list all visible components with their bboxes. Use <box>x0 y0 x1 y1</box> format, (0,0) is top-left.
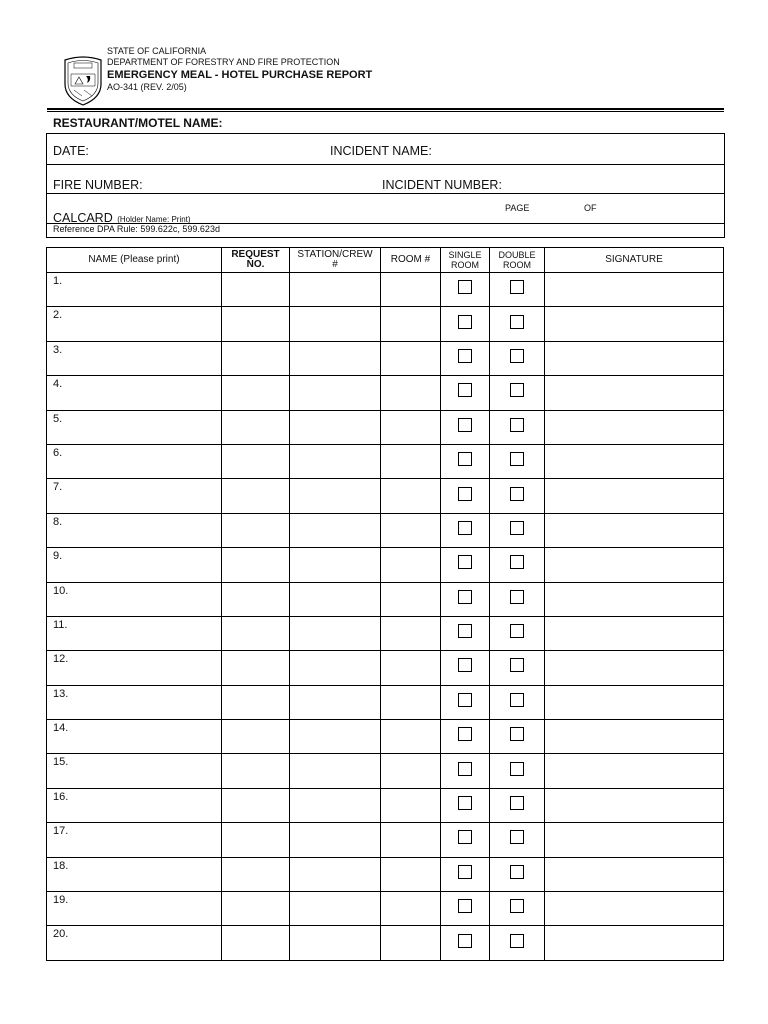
double-room-checkbox[interactable] <box>490 788 545 822</box>
col-request-no <box>222 248 290 273</box>
request-no-cell[interactable] <box>222 926 290 960</box>
station-crew-cell[interactable] <box>290 926 381 960</box>
col-request-line1: REQUEST <box>231 249 280 260</box>
checkbox[interactable] <box>458 521 472 535</box>
station-crew-cell[interactable] <box>290 892 381 926</box>
station-crew-cell[interactable] <box>290 788 381 822</box>
cal-fire-seal-icon <box>62 54 104 106</box>
signature-cell[interactable] <box>545 273 724 307</box>
single-room-checkbox[interactable] <box>441 548 490 582</box>
signature-cell[interactable] <box>545 582 724 616</box>
checkbox[interactable] <box>458 383 472 397</box>
restaurant-name-label: RESTAURANT/MOTEL NAME: <box>53 116 223 130</box>
name-cell[interactable]: 8. <box>47 513 222 547</box>
guest-table <box>46 247 724 961</box>
checkbox[interactable] <box>510 383 524 397</box>
station-crew-cell[interactable] <box>290 513 381 547</box>
calcard-label: CALCARD <box>53 211 113 225</box>
double-room-checkbox[interactable] <box>490 754 545 788</box>
checkbox[interactable] <box>458 315 472 329</box>
checkbox[interactable] <box>510 727 524 741</box>
single-room-checkbox[interactable] <box>441 273 490 307</box>
room-cell[interactable] <box>381 410 441 444</box>
table-header-row <box>47 248 724 273</box>
table-row <box>47 376 724 410</box>
request-no-cell[interactable] <box>222 513 290 547</box>
checkbox[interactable] <box>458 899 472 913</box>
room-cell[interactable] <box>381 307 441 341</box>
table-row <box>47 410 724 444</box>
name-cell[interactable]: 12. <box>47 651 222 685</box>
name-cell[interactable]: 18. <box>47 857 222 891</box>
checkbox[interactable] <box>510 280 524 294</box>
table-row <box>47 754 724 788</box>
room-cell[interactable] <box>381 892 441 926</box>
checkbox[interactable] <box>510 693 524 707</box>
checkbox[interactable] <box>510 865 524 879</box>
table-row <box>47 823 724 857</box>
checkbox[interactable] <box>510 418 524 432</box>
divider <box>47 164 724 165</box>
name-cell[interactable]: 13. <box>47 685 222 719</box>
signature-cell[interactable] <box>545 651 724 685</box>
table-row <box>47 857 724 891</box>
single-room-checkbox[interactable] <box>441 788 490 822</box>
name-cell[interactable]: 19. <box>47 892 222 926</box>
checkbox[interactable] <box>510 658 524 672</box>
request-no-cell[interactable] <box>222 892 290 926</box>
reference-rule: Reference DPA Rule: 599.622c, 599.623d <box>53 224 220 234</box>
station-crew-cell[interactable] <box>290 823 381 857</box>
room-cell[interactable] <box>381 788 441 822</box>
room-cell[interactable] <box>381 444 441 478</box>
fire-number-label: FIRE NUMBER: <box>53 178 143 192</box>
table-row <box>47 548 724 582</box>
name-cell[interactable]: 4. <box>47 376 222 410</box>
room-cell[interactable] <box>381 273 441 307</box>
col-double-line1: DOUBLE <box>498 250 536 260</box>
double-room-checkbox[interactable] <box>490 513 545 547</box>
double-room-checkbox[interactable] <box>490 720 545 754</box>
double-room-checkbox[interactable] <box>490 926 545 960</box>
table-row <box>47 788 724 822</box>
signature-cell[interactable] <box>545 444 724 478</box>
request-no-cell[interactable] <box>222 444 290 478</box>
room-cell[interactable] <box>381 823 441 857</box>
date-label: DATE: <box>53 144 89 158</box>
station-crew-cell[interactable] <box>290 307 381 341</box>
double-room-checkbox[interactable] <box>490 582 545 616</box>
station-crew-cell[interactable] <box>290 273 381 307</box>
double-room-checkbox[interactable] <box>490 273 545 307</box>
checkbox[interactable] <box>458 349 472 363</box>
single-room-checkbox[interactable] <box>441 616 490 650</box>
table-row <box>47 513 724 547</box>
station-crew-cell[interactable] <box>290 685 381 719</box>
checkbox[interactable] <box>510 590 524 604</box>
checkbox[interactable] <box>458 693 472 707</box>
table-row <box>47 892 724 926</box>
signature-cell[interactable] <box>545 857 724 891</box>
signature-cell[interactable] <box>545 823 724 857</box>
checkbox[interactable] <box>458 452 472 466</box>
incident-name-label: INCIDENT NAME: <box>330 144 432 158</box>
checkbox[interactable] <box>458 865 472 879</box>
table-row <box>47 307 724 341</box>
col-station-line2: # <box>332 259 338 270</box>
name-cell[interactable]: 15. <box>47 754 222 788</box>
station-crew-cell[interactable] <box>290 720 381 754</box>
request-no-cell[interactable] <box>222 582 290 616</box>
station-crew-cell[interactable] <box>290 548 381 582</box>
checkbox[interactable] <box>510 349 524 363</box>
room-cell[interactable] <box>381 720 441 754</box>
checkbox[interactable] <box>510 487 524 501</box>
room-cell[interactable] <box>381 616 441 650</box>
checkbox[interactable] <box>510 521 524 535</box>
station-crew-cell[interactable] <box>290 616 381 650</box>
room-cell[interactable] <box>381 513 441 547</box>
name-cell[interactable]: 7. <box>47 479 222 513</box>
single-room-checkbox[interactable] <box>441 479 490 513</box>
request-no-cell[interactable] <box>222 685 290 719</box>
room-cell[interactable] <box>381 479 441 513</box>
form-header <box>107 46 372 93</box>
signature-cell[interactable] <box>545 616 724 650</box>
table-row <box>47 444 724 478</box>
checkbox[interactable] <box>510 452 524 466</box>
single-room-checkbox[interactable] <box>441 307 490 341</box>
checkbox[interactable] <box>458 796 472 810</box>
name-cell[interactable]: 5. <box>47 410 222 444</box>
station-crew-cell[interactable] <box>290 444 381 478</box>
checkbox[interactable] <box>458 418 472 432</box>
single-room-checkbox[interactable] <box>441 892 490 926</box>
signature-cell[interactable] <box>545 548 724 582</box>
station-crew-cell[interactable] <box>290 376 381 410</box>
form-number: AO-341 (REV. 2/05) <box>107 82 187 92</box>
signature-cell[interactable] <box>545 376 724 410</box>
name-cell[interactable]: 3. <box>47 341 222 375</box>
col-room: ROOM # <box>381 248 441 273</box>
request-no-cell[interactable] <box>222 548 290 582</box>
single-room-checkbox[interactable] <box>441 720 490 754</box>
table-row <box>47 926 724 960</box>
station-crew-cell[interactable] <box>290 857 381 891</box>
double-room-checkbox[interactable] <box>490 651 545 685</box>
double-room-checkbox[interactable] <box>490 410 545 444</box>
header-rule-thick <box>47 108 724 110</box>
checkbox[interactable] <box>458 658 472 672</box>
page-label: PAGE <box>505 203 530 213</box>
double-room-checkbox[interactable] <box>490 376 545 410</box>
col-name: NAME (Please print) <box>47 248 222 273</box>
col-double-room <box>490 248 545 273</box>
name-cell[interactable]: 9. <box>47 548 222 582</box>
room-cell[interactable] <box>381 926 441 960</box>
col-station-crew <box>290 248 381 273</box>
name-cell[interactable]: 14. <box>47 720 222 754</box>
double-room-checkbox[interactable] <box>490 892 545 926</box>
signature-cell[interactable] <box>545 788 724 822</box>
signature-cell[interactable] <box>545 479 724 513</box>
request-no-cell[interactable] <box>222 479 290 513</box>
col-single-room <box>441 248 490 273</box>
checkbox[interactable] <box>458 487 472 501</box>
checkbox[interactable] <box>510 934 524 948</box>
double-room-checkbox[interactable] <box>490 857 545 891</box>
room-cell[interactable] <box>381 548 441 582</box>
room-cell[interactable] <box>381 582 441 616</box>
single-room-checkbox[interactable] <box>441 754 490 788</box>
table-row <box>47 479 724 513</box>
col-request-line2: NO. <box>246 259 265 270</box>
table-row <box>47 273 724 307</box>
single-room-checkbox[interactable] <box>441 341 490 375</box>
table-row <box>47 720 724 754</box>
checkbox[interactable] <box>458 830 472 844</box>
request-no-cell[interactable] <box>222 754 290 788</box>
request-no-cell[interactable] <box>222 857 290 891</box>
double-room-checkbox[interactable] <box>490 341 545 375</box>
name-cell[interactable]: 10. <box>47 582 222 616</box>
checkbox[interactable] <box>458 590 472 604</box>
double-room-checkbox[interactable] <box>490 444 545 478</box>
room-cell[interactable] <box>381 651 441 685</box>
signature-cell[interactable] <box>545 892 724 926</box>
table-row <box>47 341 724 375</box>
single-room-checkbox[interactable] <box>441 651 490 685</box>
col-signature: SIGNATURE <box>545 248 724 273</box>
table-row <box>47 616 724 650</box>
calcard-holder-note: (Holder Name: Print) <box>117 215 191 224</box>
signature-cell[interactable] <box>545 754 724 788</box>
single-room-checkbox[interactable] <box>441 926 490 960</box>
guest-rows <box>47 273 724 961</box>
divider <box>47 193 724 194</box>
single-room-checkbox[interactable] <box>441 513 490 547</box>
checkbox[interactable] <box>458 280 472 294</box>
single-room-checkbox[interactable] <box>441 444 490 478</box>
request-no-cell[interactable] <box>222 341 290 375</box>
double-room-checkbox[interactable] <box>490 823 545 857</box>
checkbox[interactable] <box>510 796 524 810</box>
name-cell[interactable]: 1. <box>47 273 222 307</box>
col-single-line1: SINGLE <box>448 250 482 260</box>
station-crew-cell[interactable] <box>290 410 381 444</box>
signature-cell[interactable] <box>545 341 724 375</box>
checkbox[interactable] <box>510 315 524 329</box>
station-crew-cell[interactable] <box>290 754 381 788</box>
table-row <box>47 582 724 616</box>
request-no-cell[interactable] <box>222 651 290 685</box>
single-room-checkbox[interactable] <box>441 685 490 719</box>
name-cell[interactable]: 11. <box>47 616 222 650</box>
single-room-checkbox[interactable] <box>441 376 490 410</box>
room-cell[interactable] <box>381 857 441 891</box>
incident-info-box <box>46 133 725 238</box>
col-station-line1: STATION/CREW <box>297 249 373 260</box>
name-cell[interactable]: 20. <box>47 926 222 960</box>
name-cell[interactable]: 6. <box>47 444 222 478</box>
signature-cell[interactable] <box>545 410 724 444</box>
col-double-line2: ROOM <box>503 260 531 270</box>
form-title: EMERGENCY MEAL - HOTEL PURCHASE REPORT <box>107 69 373 81</box>
station-crew-cell[interactable] <box>290 479 381 513</box>
signature-cell[interactable] <box>545 926 724 960</box>
signature-cell[interactable] <box>545 685 724 719</box>
name-cell[interactable]: 16. <box>47 788 222 822</box>
signature-cell[interactable] <box>545 720 724 754</box>
checkbox[interactable] <box>510 830 524 844</box>
name-cell[interactable]: 17. <box>47 823 222 857</box>
request-no-cell[interactable] <box>222 376 290 410</box>
checkbox[interactable] <box>510 899 524 913</box>
room-cell[interactable] <box>381 754 441 788</box>
checkbox[interactable] <box>458 624 472 638</box>
checkbox[interactable] <box>458 555 472 569</box>
room-cell[interactable] <box>381 341 441 375</box>
header-rule-thin <box>47 111 724 112</box>
request-no-cell[interactable] <box>222 788 290 822</box>
signature-cell[interactable] <box>545 513 724 547</box>
department-name: DEPARTMENT OF FORESTRY AND FIRE PROTECTION <box>107 57 340 67</box>
station-crew-cell[interactable] <box>290 582 381 616</box>
table-row <box>47 685 724 719</box>
double-room-checkbox[interactable] <box>490 479 545 513</box>
single-room-checkbox[interactable] <box>441 582 490 616</box>
table-row <box>47 651 724 685</box>
single-room-checkbox[interactable] <box>441 410 490 444</box>
station-crew-cell[interactable] <box>290 341 381 375</box>
request-no-cell[interactable] <box>222 823 290 857</box>
room-cell[interactable] <box>381 376 441 410</box>
single-room-checkbox[interactable] <box>441 823 490 857</box>
signature-cell[interactable] <box>545 307 724 341</box>
request-no-cell[interactable] <box>222 410 290 444</box>
of-label: OF <box>584 203 597 213</box>
checkbox[interactable] <box>510 555 524 569</box>
double-room-checkbox[interactable] <box>490 685 545 719</box>
double-room-checkbox[interactable] <box>490 616 545 650</box>
incident-number-label: INCIDENT NUMBER: <box>382 178 502 192</box>
state-name: STATE OF CALIFORNIA <box>107 46 207 56</box>
double-room-checkbox[interactable] <box>490 548 545 582</box>
room-cell[interactable] <box>381 685 441 719</box>
checkbox[interactable] <box>510 762 524 776</box>
checkbox[interactable] <box>458 934 472 948</box>
col-single-line2: ROOM <box>451 260 479 270</box>
checkbox[interactable] <box>458 762 472 776</box>
name-cell[interactable]: 2. <box>47 307 222 341</box>
checkbox[interactable] <box>510 624 524 638</box>
request-no-cell[interactable] <box>222 720 290 754</box>
station-crew-cell[interactable] <box>290 651 381 685</box>
request-no-cell[interactable] <box>222 307 290 341</box>
single-room-checkbox[interactable] <box>441 857 490 891</box>
request-no-cell[interactable] <box>222 273 290 307</box>
request-no-cell[interactable] <box>222 616 290 650</box>
checkbox[interactable] <box>458 727 472 741</box>
double-room-checkbox[interactable] <box>490 307 545 341</box>
